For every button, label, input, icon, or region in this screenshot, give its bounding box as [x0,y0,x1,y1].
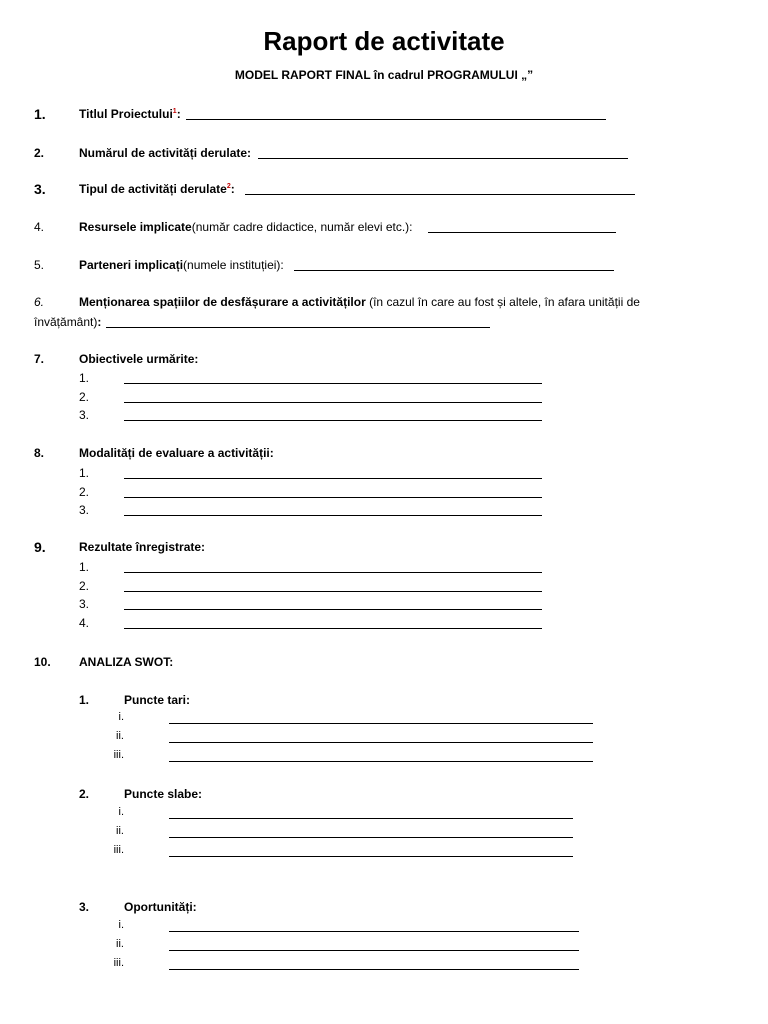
document-subtitle: MODEL RAPORT FINAL în cadrul PROGRAMULUI „” [234,68,534,82]
subitem-number: 1. [79,371,90,385]
fill-line-opportunity[interactable] [169,950,579,951]
item-label-text: învățământ) [34,315,98,329]
item-label-activity-type [79,182,235,196]
item-label-activity-count: Numărul de activități derulate: [79,146,252,160]
fill-line-evaluation[interactable] [124,478,542,479]
subitem-number: 3. [79,408,90,422]
swot-subitem-number: ii. [116,938,124,950]
item-label-note: (numele instituției): [183,258,284,272]
swot-label-weaknesses: Puncte slabe: [124,787,203,801]
fill-line-activity-type[interactable] [245,194,635,195]
document-title: Raport de activitate [263,26,505,56]
swot-subitem-number: iii. [113,844,124,856]
fill-line-weakness[interactable] [169,856,573,857]
footnote-marker: 2 [226,183,231,190]
item-label-text: Parteneri implicați [79,258,184,272]
item-label-locations [79,295,640,309]
fill-line-opportunity[interactable] [169,969,579,970]
subitem-number: 4. [79,616,90,630]
fill-line-objective[interactable] [124,383,542,384]
swot-label-opportunities: Oportunități: [124,900,197,914]
item-number: 9. [34,539,46,555]
fill-line-result[interactable] [124,572,542,573]
item-label-text: Resursele implicate [79,220,192,234]
swot-subitem-number: iii. [113,957,124,969]
item-number: 6. [34,295,45,309]
footnote-marker: 1 [172,108,177,115]
fill-line-weakness[interactable] [169,837,573,838]
fill-line-result[interactable] [124,628,542,629]
fill-line-objective[interactable] [124,402,542,403]
subitem-number: 3. [79,597,90,611]
swot-number: 3. [79,900,90,914]
subitem-number: 2. [79,485,90,499]
swot-label-strengths: Puncte tari: [124,693,191,707]
subitem-number: 3. [79,503,90,517]
fill-line-locations[interactable] [106,327,490,328]
swot-subitem-number: iii. [113,749,124,761]
swot-number: 2. [79,787,90,801]
fill-line-strength[interactable] [169,761,593,762]
fill-line-objective[interactable] [124,420,542,421]
item-label-swot: ANALIZA SWOT: [79,655,174,669]
subitem-number: 1. [79,466,90,480]
fill-line-strength[interactable] [169,742,593,743]
fill-line-result[interactable] [124,591,542,592]
fill-line-weakness[interactable] [169,818,573,819]
fill-line-result[interactable] [124,609,542,610]
swot-number: 1. [79,693,90,707]
fill-line-partners[interactable] [294,270,614,271]
fill-line-project-title[interactable] [186,119,606,120]
swot-subitem-number: i. [118,919,124,931]
swot-subitem-number: i. [118,711,124,723]
swot-subitem-number: ii. [116,825,124,837]
item-label-locations-continuation [34,315,101,329]
item-label-text: Tipul de activități derulate [79,182,227,196]
item-label-objectives: Obiectivele urmărite: [79,352,199,366]
item-number: 7. [34,352,45,366]
fill-line-evaluation[interactable] [124,497,542,498]
swot-subitem-number: ii. [116,730,124,742]
item-label-project-title [79,107,181,121]
fill-line-strength[interactable] [169,723,593,724]
item-number: 2. [34,146,45,160]
item-label-text: Menționarea spațiilor de desfășurare a activităților [79,295,366,309]
item-label-suffix: : [97,315,102,329]
item-number: 5. [34,258,45,272]
subitem-number: 1. [79,560,90,574]
item-label-partners [79,258,284,272]
subitem-number: 2. [79,579,90,593]
item-label-note: (număr cadre didactice, număr elevi etc.): [191,220,413,234]
item-label-note: (în cazul în care au fost și altele, în afara unității de [365,295,640,309]
item-number: 3. [34,181,46,197]
item-number: 10. [34,655,51,669]
item-label-results: Rezultate înregistrate: [79,540,206,554]
fill-line-activity-count[interactable] [258,158,628,159]
fill-line-evaluation[interactable] [124,515,542,516]
item-label-suffix: : [176,107,181,121]
item-number: 8. [34,446,45,460]
fill-line-opportunity[interactable] [169,931,579,932]
item-label-suffix: : [230,182,235,196]
fill-line-resources[interactable] [428,232,616,233]
item-label-evaluation: Modalități de evaluare a activității: [79,446,274,460]
item-number: 1. [34,106,46,122]
subitem-number: 2. [79,390,90,404]
item-label-text: Titlul Proiectului [79,107,173,121]
item-label-resources [79,220,413,234]
item-number: 4. [34,220,45,234]
swot-subitem-number: i. [118,806,124,818]
